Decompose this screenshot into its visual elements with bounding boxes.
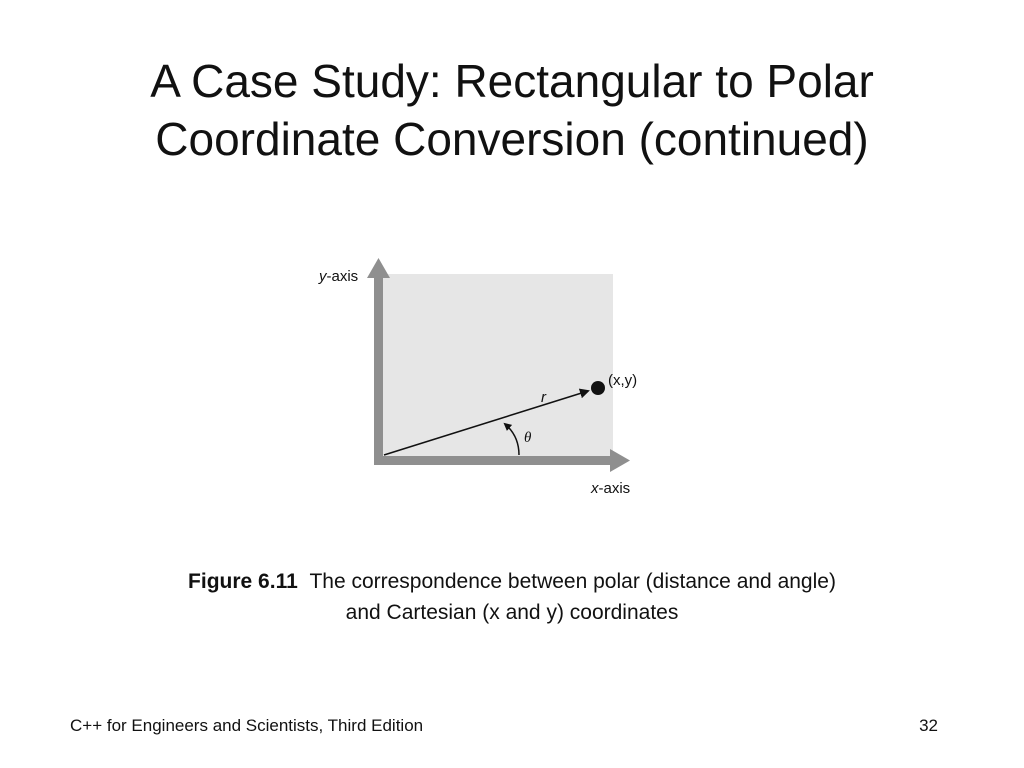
figure-caption [0,566,1024,628]
caption-text-1: The correspondence between polar (distance and angle) [309,570,836,593]
y-axis-arrowhead [367,258,390,278]
slide-title-line-2: Coordinate Conversion (continued) [155,113,869,165]
slide-title-line-1: A Case Study: Rectangular to Polar [150,55,874,107]
radius-label: r [541,389,546,406]
y-axis-label: y-axis [319,268,359,285]
point-marker [591,381,605,395]
footer-book-title: C++ for Engineers and Scientists, Third Edition [70,716,424,735]
y-axis [374,276,383,464]
x-axis-label: x-axis [591,480,631,497]
caption-line-1 [0,566,1024,597]
footer-page-number: 32 [919,716,938,735]
x-axis-arrowhead [610,449,630,472]
caption-line-2: and Cartesian (x and y) coordinates [345,601,679,624]
coordinate-plane-background [382,274,613,457]
point-label: (x,y) [608,372,638,389]
x-axis [374,456,612,465]
angle-label: θ [524,430,532,446]
figure-number: Figure 6.11 [188,570,298,593]
